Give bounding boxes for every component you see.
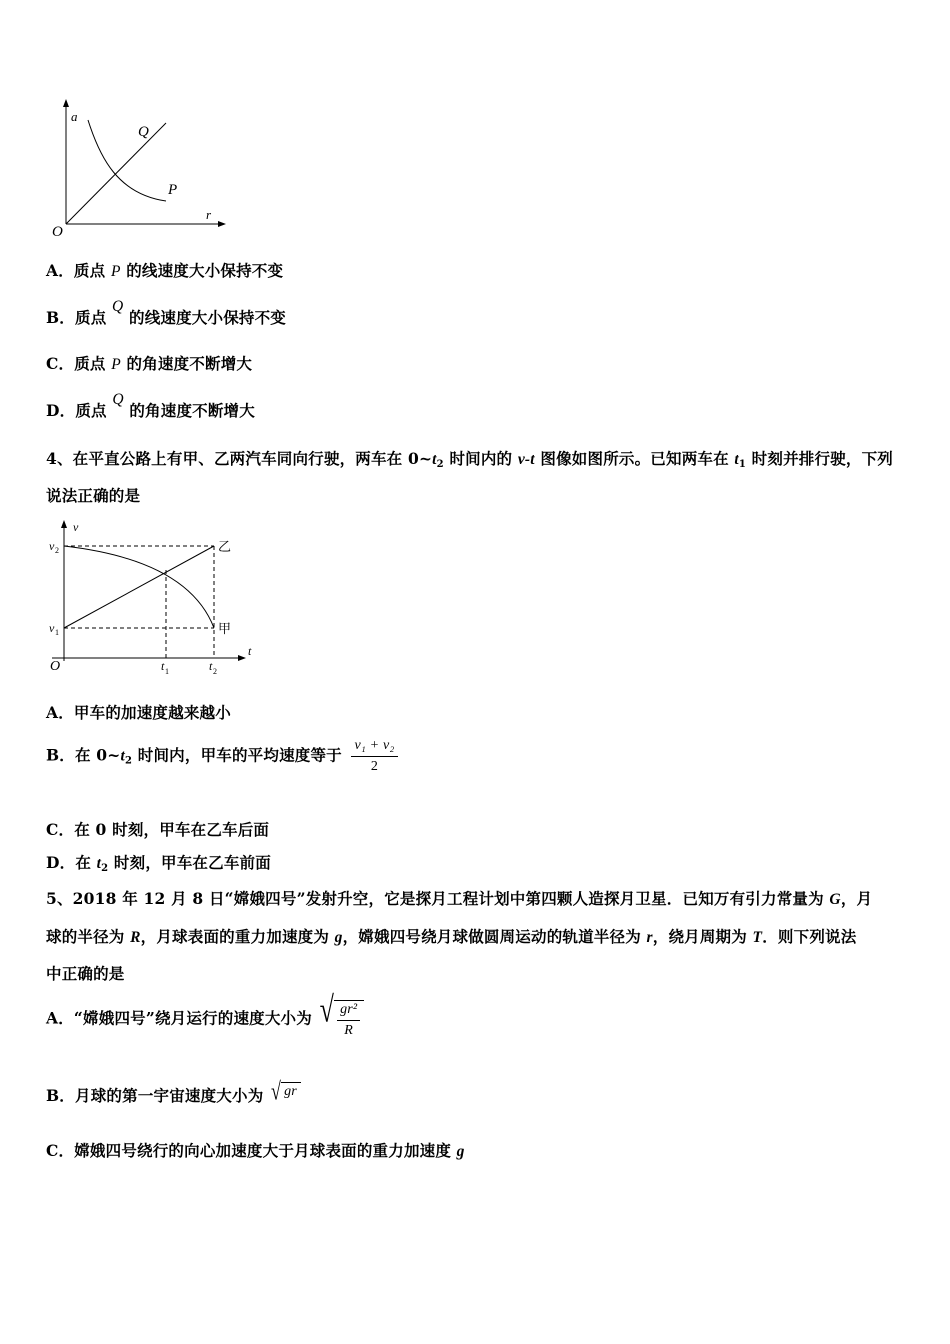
label-t2-sub: 2 <box>213 667 217 676</box>
q3-d-post: 的角速度不断增大 <box>123 401 255 420</box>
q5-line1-a: 5、2018 年 12 月 8 日“嫦娥四号”发射升空，它是探月工程计划中第四颗人造探月卫星．已知万有引力常量为 <box>46 889 830 908</box>
radical-sign-icon: √ <box>271 1077 282 1105</box>
label-yi: 乙 <box>218 539 232 554</box>
q5-option-c <box>46 1139 465 1161</box>
q4-b-numerator: v₁ + v₂ <box>351 738 397 757</box>
q4-b-fraction <box>351 738 397 775</box>
label-jia: 甲 <box>218 621 232 636</box>
q4-b-t-sub: 2 <box>125 755 133 767</box>
q5-r: r <box>646 929 653 946</box>
label-t1: t <box>161 659 165 673</box>
graph-a-r <box>44 96 234 241</box>
label-o: O <box>52 224 63 240</box>
q5-a-sqrt <box>319 989 365 1039</box>
graph-v-t <box>44 518 266 680</box>
q3-option-a <box>46 259 283 281</box>
label-t1-sub: 1 <box>165 667 169 676</box>
q4-stem-text-c: 图像如图所示。已知两车在 <box>534 449 735 468</box>
label-r: r <box>206 207 212 222</box>
q4-stem-t1-sub: 1 <box>738 459 747 470</box>
q3-b-sym: Q <box>112 298 124 315</box>
label-origin: O <box>50 659 61 674</box>
q4-d-t-sub: 2 <box>101 863 109 874</box>
q4-option-b <box>46 738 398 775</box>
q5-a-text: A．“嫦娥四号”绕月运行的速度大小为 <box>46 1008 312 1028</box>
q4-option-a <box>46 701 231 723</box>
label-t2: t <box>209 659 213 673</box>
q5-a-numerator: gr² <box>337 1002 360 1021</box>
q4-stem-text-a: 4、在平直公路上有甲、乙两汽车同向行驶，两车在 0~ <box>46 449 433 468</box>
q5-b-radicand: gr <box>281 1082 301 1100</box>
q4-d-pre: D．在 <box>46 853 97 872</box>
radical-sign-icon: √ <box>319 989 335 1030</box>
y-axis-arrow <box>63 99 69 107</box>
q4-c-text: C．在 0 时刻，甲车在乙车后面 <box>46 820 270 839</box>
label-t: t <box>248 644 252 658</box>
q4-stem-text-d: 时刻并排行驶，下列 <box>746 449 893 468</box>
q5-option-a <box>46 989 364 1039</box>
q4-b-pre: B．在 0~ <box>46 745 121 765</box>
q3-b-post: 的线速度大小保持不变 <box>123 308 287 327</box>
line-q <box>66 123 166 224</box>
q5-c-g: g <box>456 1143 465 1160</box>
label-p: P <box>168 182 178 198</box>
q5-stem-line1 <box>46 887 872 909</box>
q5-line2-b: ，月球表面的重力加速度为 <box>140 927 335 946</box>
q5-line1-b: ，月 <box>840 889 873 908</box>
q4-stem-t2: t <box>432 451 437 468</box>
label-a: a <box>71 109 78 124</box>
q3-a-sym: P <box>110 263 121 280</box>
q5-line3: 中正确的是 <box>46 964 125 983</box>
q3-d-sym: Q <box>112 391 124 408</box>
q5-G: G <box>829 891 841 908</box>
q4-b-denominator: 2 <box>370 759 379 774</box>
q4-stem-text-2: 说法正确的是 <box>46 486 141 505</box>
q4-stem-vt: v-t <box>517 451 535 468</box>
t-axis-arrow <box>238 655 246 661</box>
label-v2: v <box>49 539 55 553</box>
label-v2-sub: 2 <box>55 546 59 555</box>
q4-b-t: t <box>120 747 125 765</box>
q4-option-c <box>46 818 269 840</box>
q3-c-post: 的角速度不断增大 <box>120 354 253 373</box>
q3-a-pre: A．质点 <box>46 261 111 280</box>
q5-b-text: B．月球的第一宇宙速度大小为 <box>46 1086 264 1105</box>
q4-d-post: 时刻，甲车在乙车前面 <box>108 853 271 872</box>
q5-line2-e: ．则下列说法 <box>762 927 857 946</box>
q5-line2-a: 球的半径为 <box>46 927 131 946</box>
q5-g: g <box>334 929 343 946</box>
q5-R: R <box>130 929 141 946</box>
q5-c-text: C．嫦娥四号绕行的向心加速度大于月球表面的重力加速度 <box>46 1141 457 1160</box>
q4-stem-t2-sub: 2 <box>436 459 444 470</box>
q3-d-pre: D．质点 <box>46 401 113 420</box>
q4-a-text: A．甲车的加速度越来越小 <box>46 703 231 722</box>
label-q: Q <box>138 124 149 140</box>
q4-b-post: 时间内，甲车的平均速度等于 <box>132 745 342 765</box>
curve-p <box>88 120 166 201</box>
q3-option-d <box>46 391 255 421</box>
q3-c-pre: C．质点 <box>46 354 112 373</box>
q3-c-sym: P <box>111 356 121 373</box>
q5-a-denominator: R <box>344 1023 354 1038</box>
line-yi <box>64 546 214 628</box>
q4-stem-t1: t <box>734 451 739 468</box>
v-axis-arrow <box>61 520 67 528</box>
q5-line2-d: ，绕月周期为 <box>652 927 753 946</box>
q5-stem-line2 <box>46 925 856 947</box>
q4-stem-line2 <box>46 484 140 506</box>
q3-option-c <box>46 352 252 374</box>
q5-option-b <box>46 1077 301 1106</box>
x-axis-arrow <box>218 221 226 227</box>
label-v: v <box>73 520 79 534</box>
q5-line2-c: ，嫦娥四号绕月球做圆周运动的轨道半径为 <box>342 927 647 946</box>
q4-option-d <box>46 851 271 874</box>
q4-stem-text-b: 时间内的 <box>443 449 518 468</box>
q4-d-t: t <box>96 855 102 872</box>
q3-option-b <box>46 298 287 328</box>
q5-T: T <box>752 929 763 946</box>
label-v1: v <box>49 621 55 635</box>
q3-b-pre: B．质点 <box>46 308 112 327</box>
q5-b-sqrt <box>271 1077 301 1105</box>
q4-stem-line1 <box>46 447 893 470</box>
q3-a-post: 的线速度大小保持不变 <box>120 261 284 280</box>
label-v1-sub: 1 <box>55 628 59 637</box>
q5-stem-line3 <box>46 962 125 984</box>
